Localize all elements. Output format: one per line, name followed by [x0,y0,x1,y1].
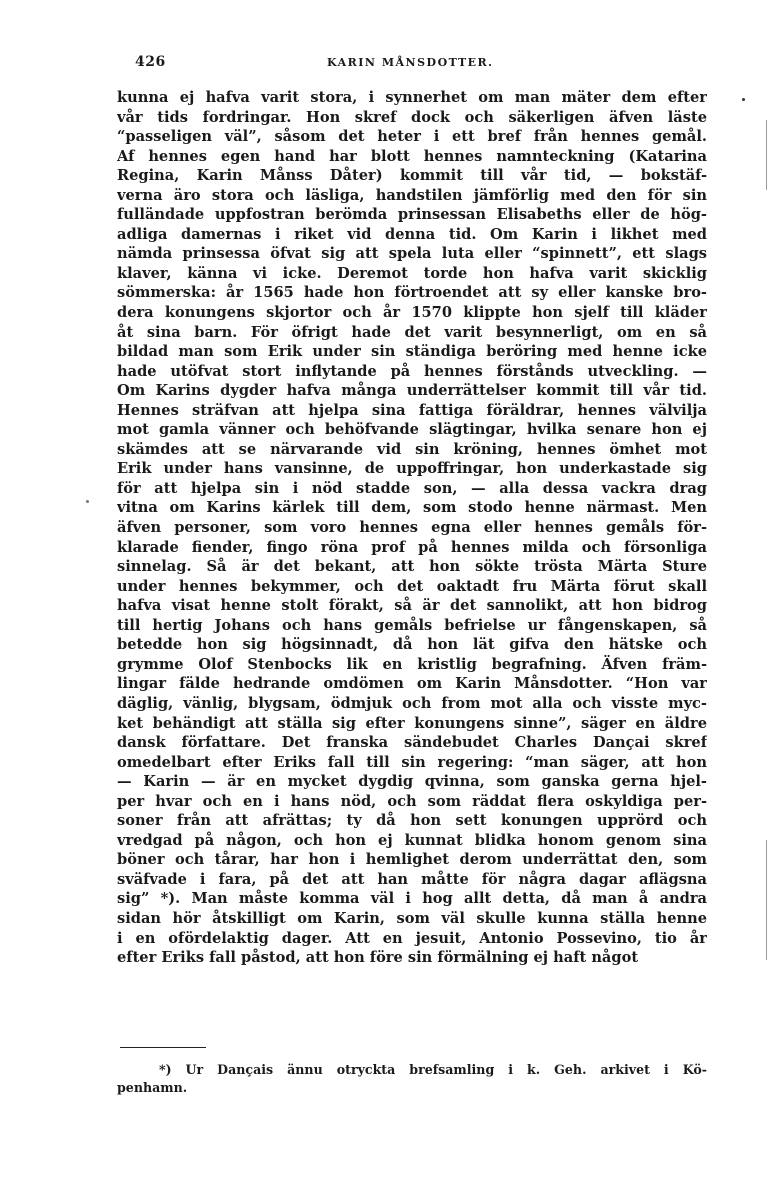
footnote-line: penhamn. [117,1080,188,1095]
text-line: däglig, vänlig, blygsam, ödmjuk och from mot alla och visste myc- [117,694,707,712]
text-line: adliga damernas i riket vid denna tid. Om Karin i likhet med [117,225,707,243]
page-header [117,54,707,74]
text-line: böner och tårar, har hon i hemlighet derom underrättat den, som [117,851,707,869]
text-line: i en ofördelaktig dager. Att en jesuit, Antonio Possevino, tio år [117,929,707,947]
text-line: under hennes bekymmer, och det oaktadt fru Märta förut skall [117,577,707,595]
print-speck [86,500,89,503]
text-line: klarade fiender, fingo röna prof på hennes milda och försonliga [117,538,707,556]
print-speck [742,98,745,101]
text-line: äfven personer, som voro hennes egna eller hennes gemåls för- [117,519,707,537]
text-line: Erik under hans vansinne, de uppoffringar, hon underkastade sig [117,460,707,478]
text-line: hade utöfvat stort inflytande på hennes förstånds utveckling. — [117,362,707,380]
text-line: till hertig Johans och hans gemåls befrielse ur fångenskapen, så [117,616,707,634]
text-line: hafva visat henne stolt förakt, så är det sannolikt, att hon bidrog [117,597,707,615]
footnote-line: *) Ur Dançais ännu otryckta brefsamling i k. Geh. arkivet i Kö- [159,1062,707,1077]
text-line: sidan hör åtskilligt om Karin, som väl skulle kunna ställa henne [117,909,707,927]
page-number: 426 [135,54,166,70]
text-line: grymme Olof Stenbocks lik en kristlig begrafning. Äfven främ- [117,655,707,673]
text-line: sinnelag. Så är det bekant, att hon sökte trösta Märta Sture [117,558,707,576]
text-line: dera konungens skjortor och år 1570 klippte hon sjelf till kläder [117,304,707,322]
text-line: per hvar och en i hans nöd, och som räddat flera oskyldiga per- [117,792,707,810]
text-line: skämdes att se närvarande vid sin kröning, hennes ömhet mot [117,440,707,458]
text-line: nämda prinsessa öfvat sig att spela luta eller “spinnett”, ett slags [117,245,707,263]
footnote [117,1061,707,1097]
running-head: KARIN MÅNSDOTTER. [327,56,494,69]
text-line: Af hennes egen hand har blott hennes namnteckning (Katarina [117,147,707,165]
text-line: mot gamla vänner och behöfvande slägtingar, hvilka senare hon ej [117,421,707,439]
body-text [117,88,707,968]
text-line: sväfvade i fara, på det att han måtte för några dagar aflägsna [117,870,707,888]
text-line: betedde hon sig högsinnadt, då hon lät gifva den hätske och [117,636,707,654]
page-edge-mark [766,120,767,190]
text-line: vår tids fordringar. Hon skref dock och säkerligen äfven läste [117,108,707,126]
text-line: Hennes sträfvan att hjelpa sina fattiga föräldrar, hennes välvilja [117,401,707,419]
text-line: vredgad på någon, och hon ej kunnat blidka honom genom sina [117,831,707,849]
text-line: för att hjelpa sin i nöd stadde son, — alla dessa vackra drag [117,479,707,497]
text-line: efter Eriks fall påstod, att hon före sin förmälning ej haft något [117,949,639,967]
text-line: omedelbart efter Eriks fall till sin regering: “man säger, att hon [117,753,707,771]
text-line: kunna ej hafva varit stora, i synnerhet om man mäter dem efter [117,89,707,106]
text-line: “passeligen väl”, såsom det heter i ett bref från hennes gemål. [117,128,707,146]
text-line: vitna om Karins kärlek till dem, som stodo henne närmast. Men [117,499,707,517]
text-line: Om Karins dygder hafva många underrättelser kommit till vår tid. [117,382,707,400]
text-line: sömmerska: år 1565 hade hon förtroendet att sy eller kanske bro- [117,284,707,302]
text-line: lingar fälde hedrande omdömen om Karin Månsdotter. “Hon var [117,675,707,693]
text-line: verna äro stora och läsliga, handstilen jämförlig med den för sin [117,186,707,204]
text-line: — Karin — är en mycket dygdig qvinna, som ganska gerna hjel- [117,773,707,791]
text-line: soner från att afrättas; ty då hon sett konungen upprörd och [117,812,707,830]
footnote-rule [120,1047,206,1048]
text-line: åt sina barn. För öfrigt hade det varit besynnerligt, om en så [117,323,707,341]
text-line: sig” *). Man måste komma väl i hog allt detta, då man å andra [117,890,707,908]
text-line: dansk författare. Det franska sändebudet Charles Dançai skref [117,734,707,752]
text-line: bildad man som Erik under sin ständiga beröring med henne icke [117,343,707,361]
text-line: Regina, Karin Månss Dåter) kommit till vår tid, — bokstäf- [117,167,707,185]
text-line: fulländade uppfostran berömda prinsessan Elisabeths eller de hög- [117,206,707,224]
text-line: ket behändigt att ställa sig efter konungens sinne”, säger en äldre [117,714,707,732]
text-line: klaver, känna vi icke. Deremot torde hon hafva varit skicklig [117,264,707,282]
page-edge-mark [766,840,767,960]
